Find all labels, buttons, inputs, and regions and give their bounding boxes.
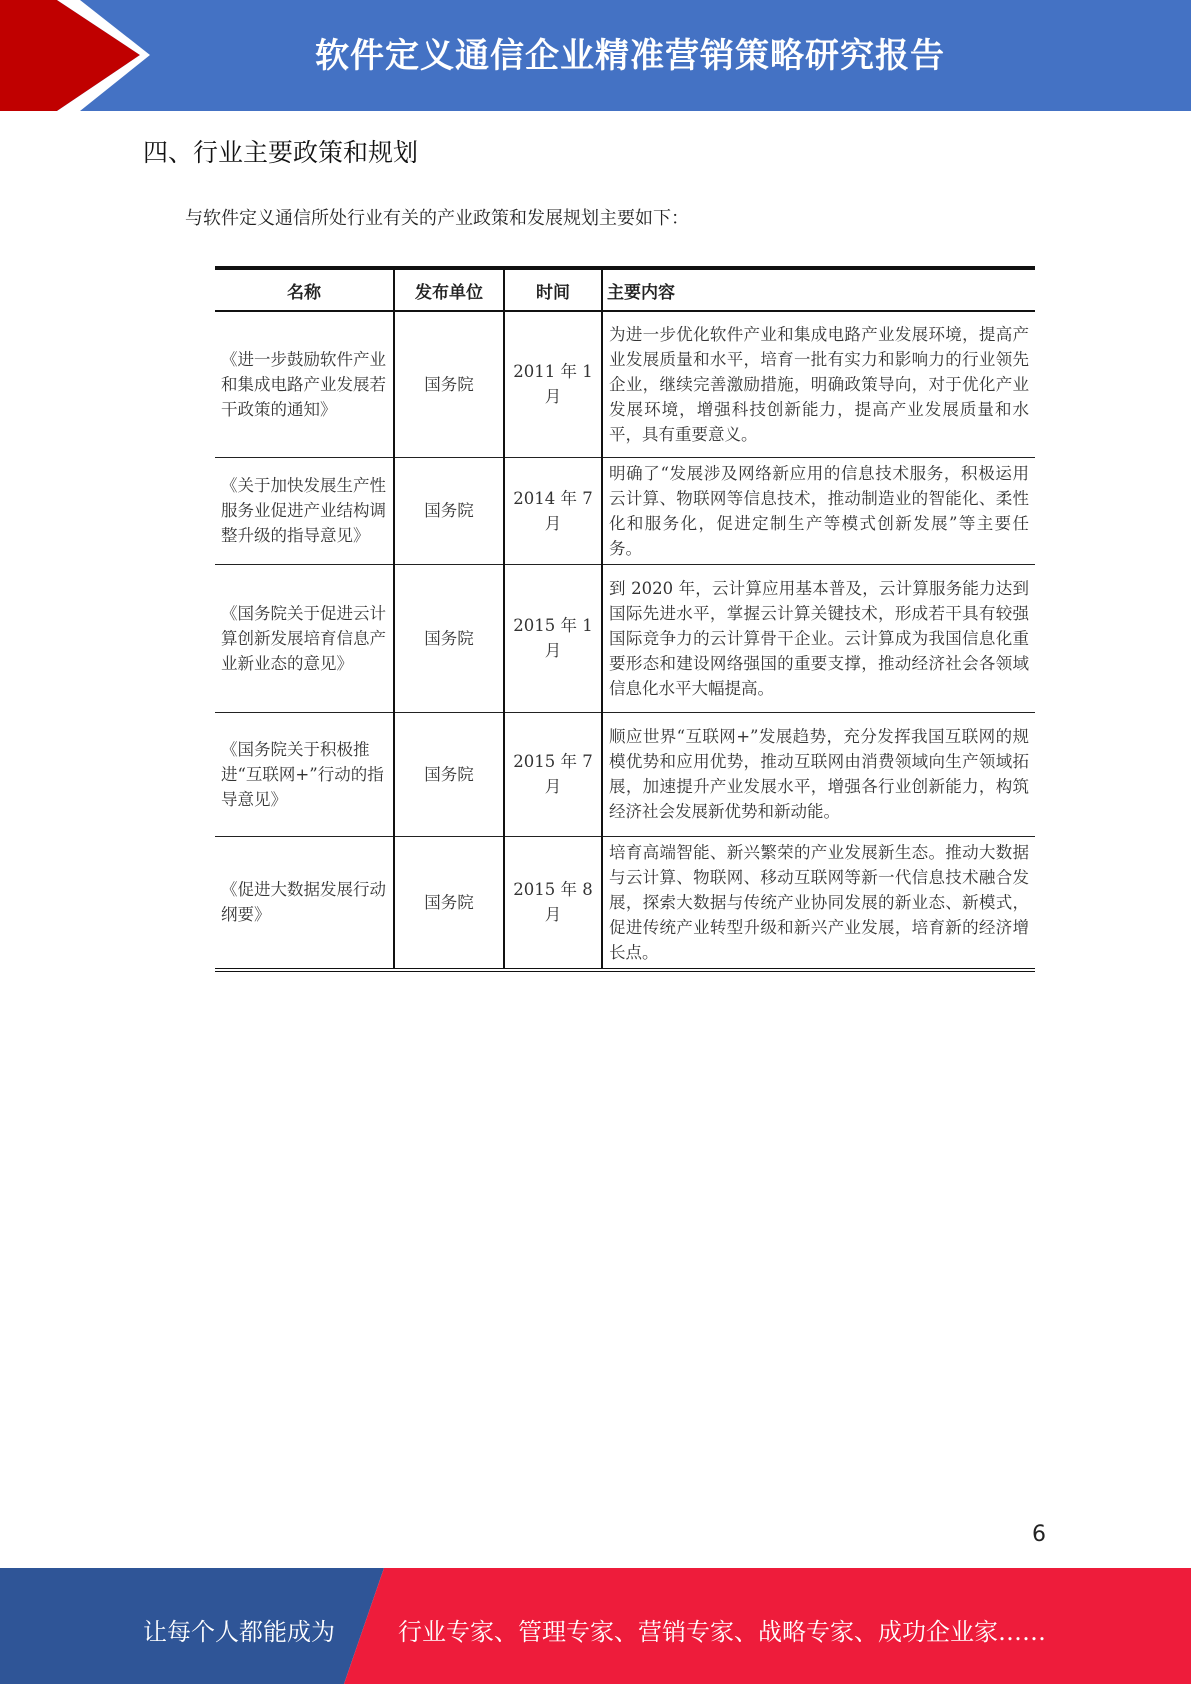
page-header (0, 0, 1191, 111)
policy-publisher: 国务院 (394, 836, 504, 970)
policy-name: 《进一步鼓励软件产业和集成电路产业发展若干政策的通知》 (215, 311, 394, 457)
policy-name: 《国务院关于促进云计算创新发展培育信息产业新业态的意见》 (215, 564, 394, 712)
intro-paragraph: 与软件定义通信所处行业有关的产业政策和发展规划主要如下： (185, 208, 689, 229)
policy-time: 2015 年 1 月 (504, 564, 602, 712)
footer-slogan-right: 行业专家、管理专家、营销专家、战略专家、成功企业家…… (398, 1618, 1046, 1646)
table-row (215, 836, 1035, 970)
policy-publisher: 国务院 (394, 712, 504, 836)
policy-content: 明确了“发展涉及网络新应用的信息技术服务，积极运用云计算、物联网等信息技术，推动制造业的智能化、柔性化和服务化，促进定制生产等模式创新发展”等主要任务。 (602, 457, 1035, 564)
page-footer (0, 1568, 1191, 1684)
section-heading: 四、行业主要政策和规划 (143, 138, 419, 167)
header-publisher: 发布单位 (394, 268, 504, 311)
policy-time: 2015 年 8 月 (504, 836, 602, 970)
policy-publisher: 国务院 (394, 564, 504, 712)
table-row (215, 457, 1035, 564)
table-header-row (215, 268, 1035, 311)
policy-content: 顺应世界“互联网+”发展趋势，充分发挥我国互联网的规模优势和应用优势，推动互联网由消费领域向生产领域拓展，加速提升产业发展水平，增强各行业创新能力，构筑经济社会发展新优势和新动能。 (602, 712, 1035, 836)
table-row (215, 712, 1035, 836)
policy-time: 2015 年 7 月 (504, 712, 602, 836)
header-content: 主要内容 (602, 268, 1035, 311)
policy-publisher: 国务院 (394, 311, 504, 457)
policy-publisher: 国务院 (394, 457, 504, 564)
table-row (215, 311, 1035, 457)
policy-name: 《国务院关于积极推进“互联网+”行动的指导意见》 (215, 712, 394, 836)
policy-content: 培育高端智能、新兴繁荣的产业发展新生态。推动大数据与云计算、物联网、移动互联网等新一代信息技术融合发展，探索大数据与传统产业协同发展的新业态、新模式，促进传统产业转型升级和新兴产业发展，培育新的经济增长点。 (602, 836, 1035, 970)
page-number: 6 (1032, 1522, 1046, 1547)
policy-name: 《促进大数据发展行动纲要》 (215, 836, 394, 970)
header-title: 软件定义通信企业精准营销策略研究报告 (315, 36, 945, 76)
footer-slogan-left: 让每个人都能成为 (143, 1618, 335, 1646)
policy-time: 2011 年 1 月 (504, 311, 602, 457)
policy-content: 到 2020 年，云计算应用基本普及，云计算服务能力达到国际先进水平，掌握云计算关键技术，形成若干具有较强国际竞争力的云计算骨干企业。云计算成为我国信息化重要形态和建设网络强国的重要支撑，推动经济社会各领域信息化水平大幅提高。 (602, 564, 1035, 712)
header-name: 名称 (215, 268, 394, 311)
policy-table (215, 266, 1035, 972)
policy-time: 2014 年 7 月 (504, 457, 602, 564)
header-time: 时间 (504, 268, 602, 311)
policy-name: 《关于加快发展生产性服务业促进产业结构调整升级的指导意见》 (215, 457, 394, 564)
policy-content: 为进一步优化软件产业和集成电路产业发展环境，提高产业发展质量和水平，培育一批有实力和影响力的行业领先企业，继续完善激励措施，明确政策导向，对于优化产业发展环境，增强科技创新能力，提高产业发展质量和水平，具有重要意义。 (602, 311, 1035, 457)
table-row (215, 564, 1035, 712)
